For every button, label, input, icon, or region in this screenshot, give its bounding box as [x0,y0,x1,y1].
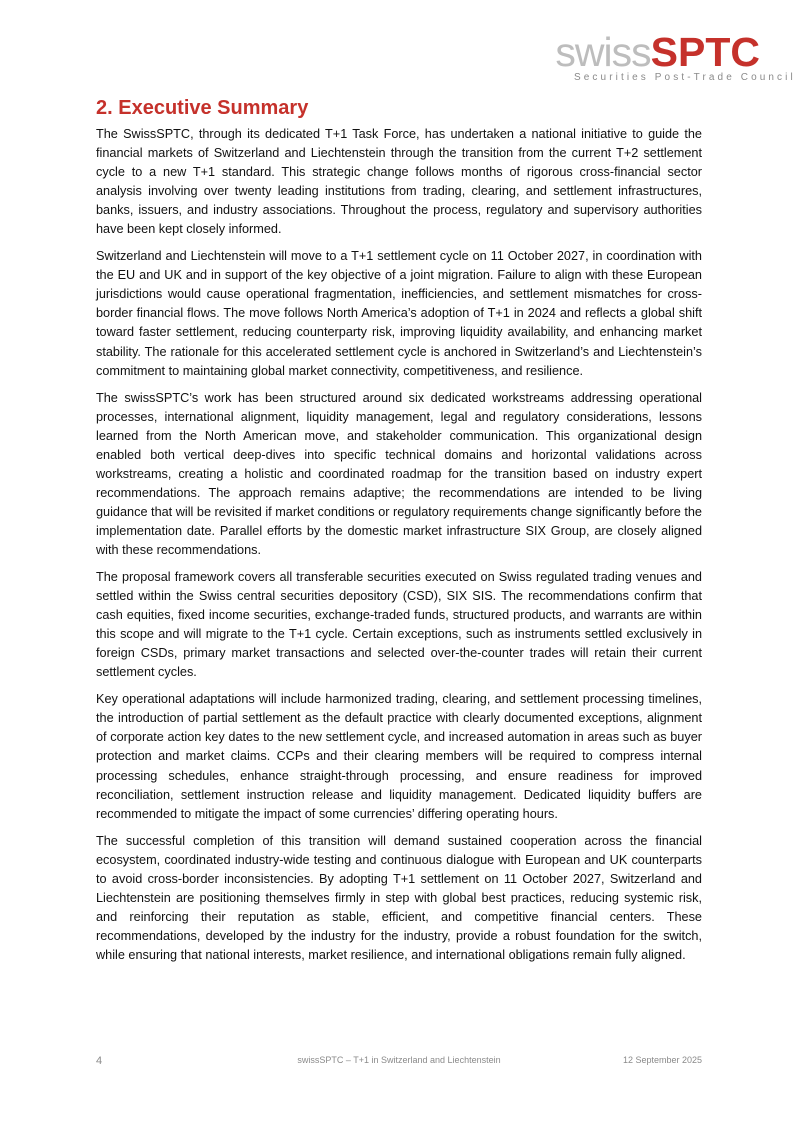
swisssptc-logo [555,29,796,84]
page-footer [96,1055,702,1069]
logo-tagline: Securities Post-Trade Council [574,72,796,83]
paragraph: Switzerland and Liechtenstein will move to a T+1 settlement cycle on 11 October 2027, in coordination with the EU and UK and in support of the key objective of a joint migration. Failure to align with these European jurisdictions would cause operational fragmentation, inefficiencies, and settlement mismatches for cross-border financial flows. The move follows North America’s adoption of T+1 in 2024 and reflects a global shift toward faster settlement, reducing counterparty risk, improving liquidity availability, and enhancing market stability. The rationale for this accelerated settlement cycle is anchored in Switzerland’s and Liechtenstein’s commitment to maintaining global market connectivity, competitiveness, and resilience. [96,249,702,378]
paragraph: Key operational adaptations will include harmonized trading, clearing, and settlement processing timelines, the introduction of partial settlement as the default practice with clearly documented exceptions, alignment of corporate action key dates to the new settlement cycle, and increased automation in areas such as buyer protection and market claims. CCPs and their clearing members will be required to compress internal processing schedules, enhance straight-through processing, and ensure readiness for improved reconciliation, settlement instruction release and liquidity management. Dedicated liquidity buffers are recommended to mitigate the impact of some currencies’ differing operating hours. [96,692,702,821]
paragraph: The successful completion of this transition will demand sustained cooperation across the financial ecosystem, coordinated industry-wide testing and continuous dialogue with European and UK counterparts to avoid cross-border inconsistencies. By adopting T+1 settlement on 11 October 2027, Switzerland and Liechtenstein are positioning themselves firmly in step with global best practices, reducing systemic risk, and reinforcing their reputation as stable, efficient, and competitive financial centers. These recommendations, developed by the industry for the industry, provide a robust foundation for the switch, while ensuring that national interests, market resilience, and international obligations remain fully aligned. [96,833,702,962]
logo-sptc-text: SPTC [650,29,760,75]
paragraph: The swissSPTC’s work has been structured around six dedicated workstreams addressing operational processes, international alignment, liquidity management, legal and regulatory considerations, lessons learned from the North American move, and stakeholder communication. This organizational design enabled both vertical deep-dives into specific technical domains and horizontal validations across workstreams, creating a holistic and coordinated roadmap for the transition based on industry expert recommendations. The approach remains adaptive; the recommendations are intended to be living guidance that will be revisited if market conditions or regulatory requirements change significantly before the implementation date. Parallel efforts by the domestic market infrastructure SIX Group, are closely aligned with these recommendations. [96,390,702,557]
logo-swiss-text: swiss [555,29,651,75]
footer-document-title: swissSPTC – T+1 in Switzerland and Liechtenstein [297,1055,501,1065]
section-heading: 2. Executive Summary [96,97,309,119]
page-number: 4 [96,1055,103,1067]
section-body [96,125,702,973]
logo-wordmark [555,29,760,75]
paragraph: The proposal framework covers all transferable securities executed on Swiss regulated trading venues and settled within the Swiss central securities depository (CSD), SIX SIS. The recommendations confirm that cash equities, fixed income securities, exchange-traded funds, structured products, and warrants are within this scope and will migrate to the T+1 cycle. Certain exceptions, such as instruments settled exclusively in foreign CSDs, primary market transactions and selected over-the-counter trades will retain their current settlement cycles. [96,570,702,680]
paragraph: The SwissSPTC, through its dedicated T+1 Task Force, has undertaken a national initiative to guide the financial markets of Switzerland and Liechtenstein through the transition from the current T+2 settlement cycle to a new T+1 standard. This strategic change follows months of rigorous cross-financial sector analysis involving over twenty leading institutions from trading, clearing, and settlement infrastructures, banks, issuers, and industry associations. Throughout the process, regulatory and supervisory authorities have been kept closely informed. [96,127,702,237]
footer-date: 12 September 2025 [622,1055,702,1065]
